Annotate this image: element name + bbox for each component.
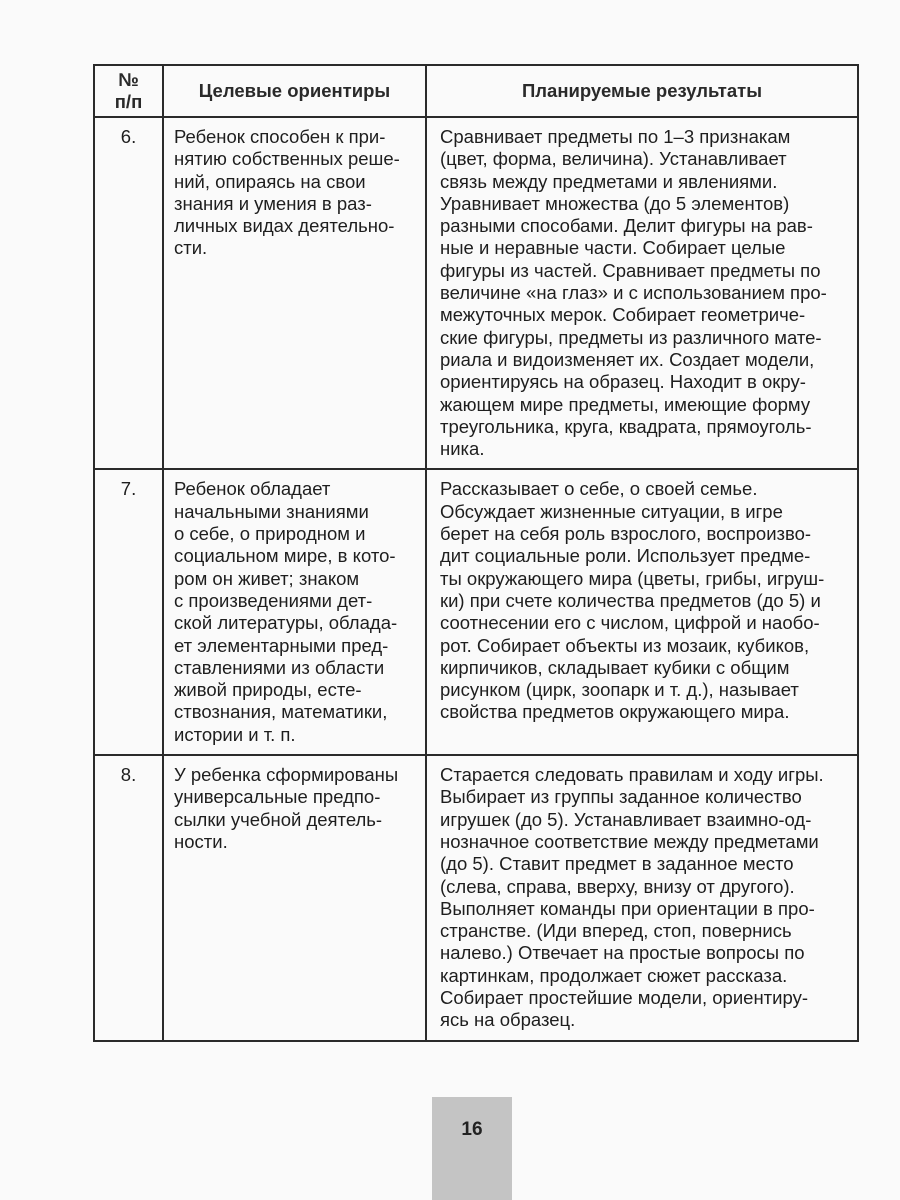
- row-goal: Ребенок способен к при- нятию собственных реше- ний, опираясь на свои знания и умения в раз- личных видах деятельно- сти.: [163, 117, 426, 469]
- row-result: Рассказывает о себе, о своей семье. Обсуждает жизненные ситуации, в игре берет на себя роль взрослого, воспроизво- дит социальные роли. Использует предме- ты окружающего мира (цветы, грибы, игруш- ки) при счете количества предметов (до 5) и соотнесении его с числом, цифрой и наобо- рот. Собирает объекты из мозаик, кубиков, кирпичиков, складывает кубики с общим рисунком (цирк, зоопарк и т. д.), называет свойства предметов окружающего мира.: [426, 469, 858, 755]
- row-number: 6.: [94, 117, 163, 469]
- table-row: [94, 755, 858, 1041]
- goals-results-table: [93, 64, 859, 1042]
- table-header-row: [94, 65, 858, 117]
- page-number: 16: [461, 1119, 483, 1140]
- row-number: 8.: [94, 755, 163, 1041]
- row-result: Старается следовать правилам и ходу игры. Выбирает из группы заданное количество игрушек (до 5). Устанавливает взаимно-од- нозначное соответствие между предметами (до 5). Ставит предмет в заданное место (слева, справа, вверху, внизу от другого). Выполняет команды при ориентации в про- странстве. (Иди вперед, стоп, повернись налево.) Отвечает на простые вопросы по картинкам, продолжает сюжет рассказа. Собирает простейшие модели, ориентиру- ясь на образец.: [426, 755, 858, 1041]
- table-row: [94, 469, 858, 755]
- row-result: Сравнивает предметы по 1–3 признакам (цвет, форма, величина). Устанавливает связь между предметами и явлениями. Уравнивает множества (до 5 элементов) разными способами. Делит фигуры на рав- ные и неравные части. Собирает целые фигуры из частей. Сравнивает предметы по величине «на глаз» и с использованием про- межуточных мерок. Собирает геометриче- ские фигуры, предметы из различного мате- риала и видоизменяет их. Создает модели, ориентируясь на образец. Находит в окру- жающем мире предметы, имеющие форму треугольника, круга, квадрата, прямоуголь- ника.: [426, 117, 858, 469]
- header-goals: Целевые ориентиры: [163, 65, 426, 117]
- row-goal: Ребенок обладает начальными знаниями о себе, о природном и социальном мире, в кото- ром он живет; знаком с произведениями дет- ской литературы, облада- ет элементарными пред- ставлениями из области живой природы, есте- ствознания, математики, истории и т. п.: [163, 469, 426, 755]
- row-number: 7.: [94, 469, 163, 755]
- header-results: Планируемые результаты: [426, 65, 858, 117]
- page-number-tab: [432, 1097, 512, 1200]
- row-goal: У ребенка сформированы универсальные предпо- сылки учебной деятель- ности.: [163, 755, 426, 1041]
- table-row: [94, 117, 858, 469]
- header-number: № п/п: [94, 65, 163, 117]
